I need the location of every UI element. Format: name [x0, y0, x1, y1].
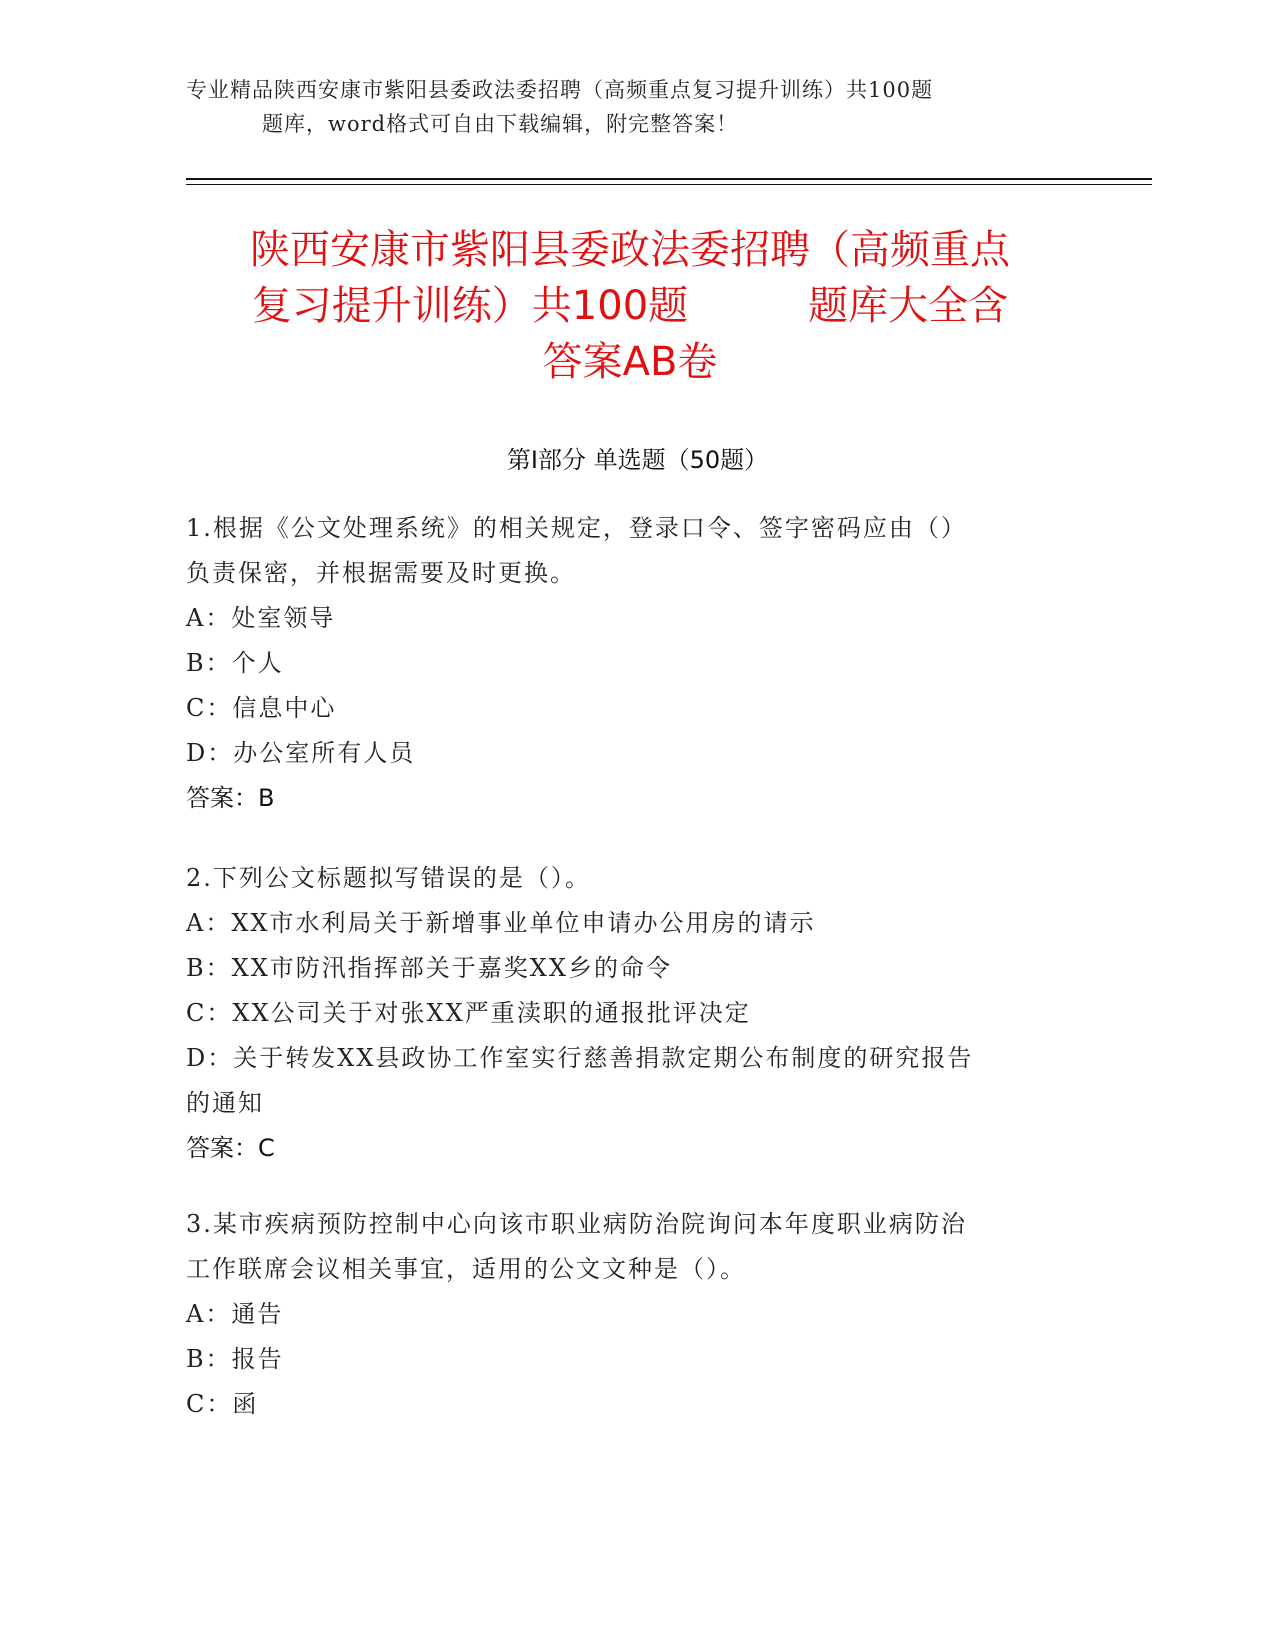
title-line-1: 陕西安康市紫阳县委政法委招聘（高频重点 — [250, 227, 1010, 273]
question-1-option-b: B：个人 — [186, 649, 284, 677]
question-2-option-d-continued: 的通知 — [186, 1089, 264, 1117]
question-2-option-d: D：关于转发XX县政协工作室实行慈善捐款定期公布制度的研究报告 — [186, 1044, 974, 1072]
question-3-stem-line-2: 工作联席会议相关事宜，适用的公文文种是（）。 — [186, 1255, 746, 1283]
header-note-line-2: 题库，word格式可自由下载编辑，附完整答案！ — [262, 112, 739, 136]
header-rule-thick — [186, 178, 1152, 180]
title-line-2b: 题库大全含 — [808, 283, 1009, 329]
question-1-stem-line-1: 1.根据《公文处理系统》的相关规定，登录口令、签字密码应由（） — [186, 514, 967, 542]
header-rule-thin — [186, 184, 1152, 185]
title-line-3: 答案AB卷 — [542, 339, 718, 385]
question-2-option-b: B：XX市防汛指挥部关于嘉奖XX乡的命令 — [186, 954, 672, 982]
question-2-option-c: C：XX公司关于对张XX严重渎职的通报批评决定 — [186, 999, 751, 1027]
question-1 — [186, 506, 1066, 821]
header-note-line-1: 专业精品陕西安康市紫阳县委政法委招聘（高频重点复习提升训练）共100题 — [186, 78, 934, 102]
question-1-stem-line-2: 负责保密，并根据需要及时更换。 — [186, 559, 576, 587]
question-3-option-a: A：通告 — [186, 1300, 284, 1328]
section-heading: 第Ⅰ部分 单选题（50题） — [506, 446, 769, 474]
question-2-stem-line-1: 2.下列公文标题拟写错误的是（）。 — [186, 864, 591, 892]
question-2-answer: 答案：C — [186, 1134, 275, 1162]
question-1-option-a: A：处室领导 — [186, 604, 336, 632]
question-3 — [186, 1202, 1066, 1427]
question-1-answer: 答案：B — [186, 784, 275, 812]
title-line-2 — [190, 278, 1070, 334]
question-3-option-b: B：报告 — [186, 1345, 284, 1373]
question-2 — [186, 856, 1066, 1171]
question-3-stem-line-1: 3.某市疾病预防控制中心向该市职业病防治院询问本年度职业病防治 — [186, 1210, 967, 1238]
question-1-option-d: D：办公室所有人员 — [186, 739, 416, 767]
question-1-option-c: C：信息中心 — [186, 694, 337, 722]
question-3-option-c: C：函 — [186, 1390, 259, 1418]
title-line-2a: 复习提升训练）共100题 — [251, 283, 689, 329]
document-title — [190, 222, 1070, 390]
question-2-option-a: A：XX市水利局关于新增事业单位申请办公用房的请示 — [186, 909, 816, 937]
